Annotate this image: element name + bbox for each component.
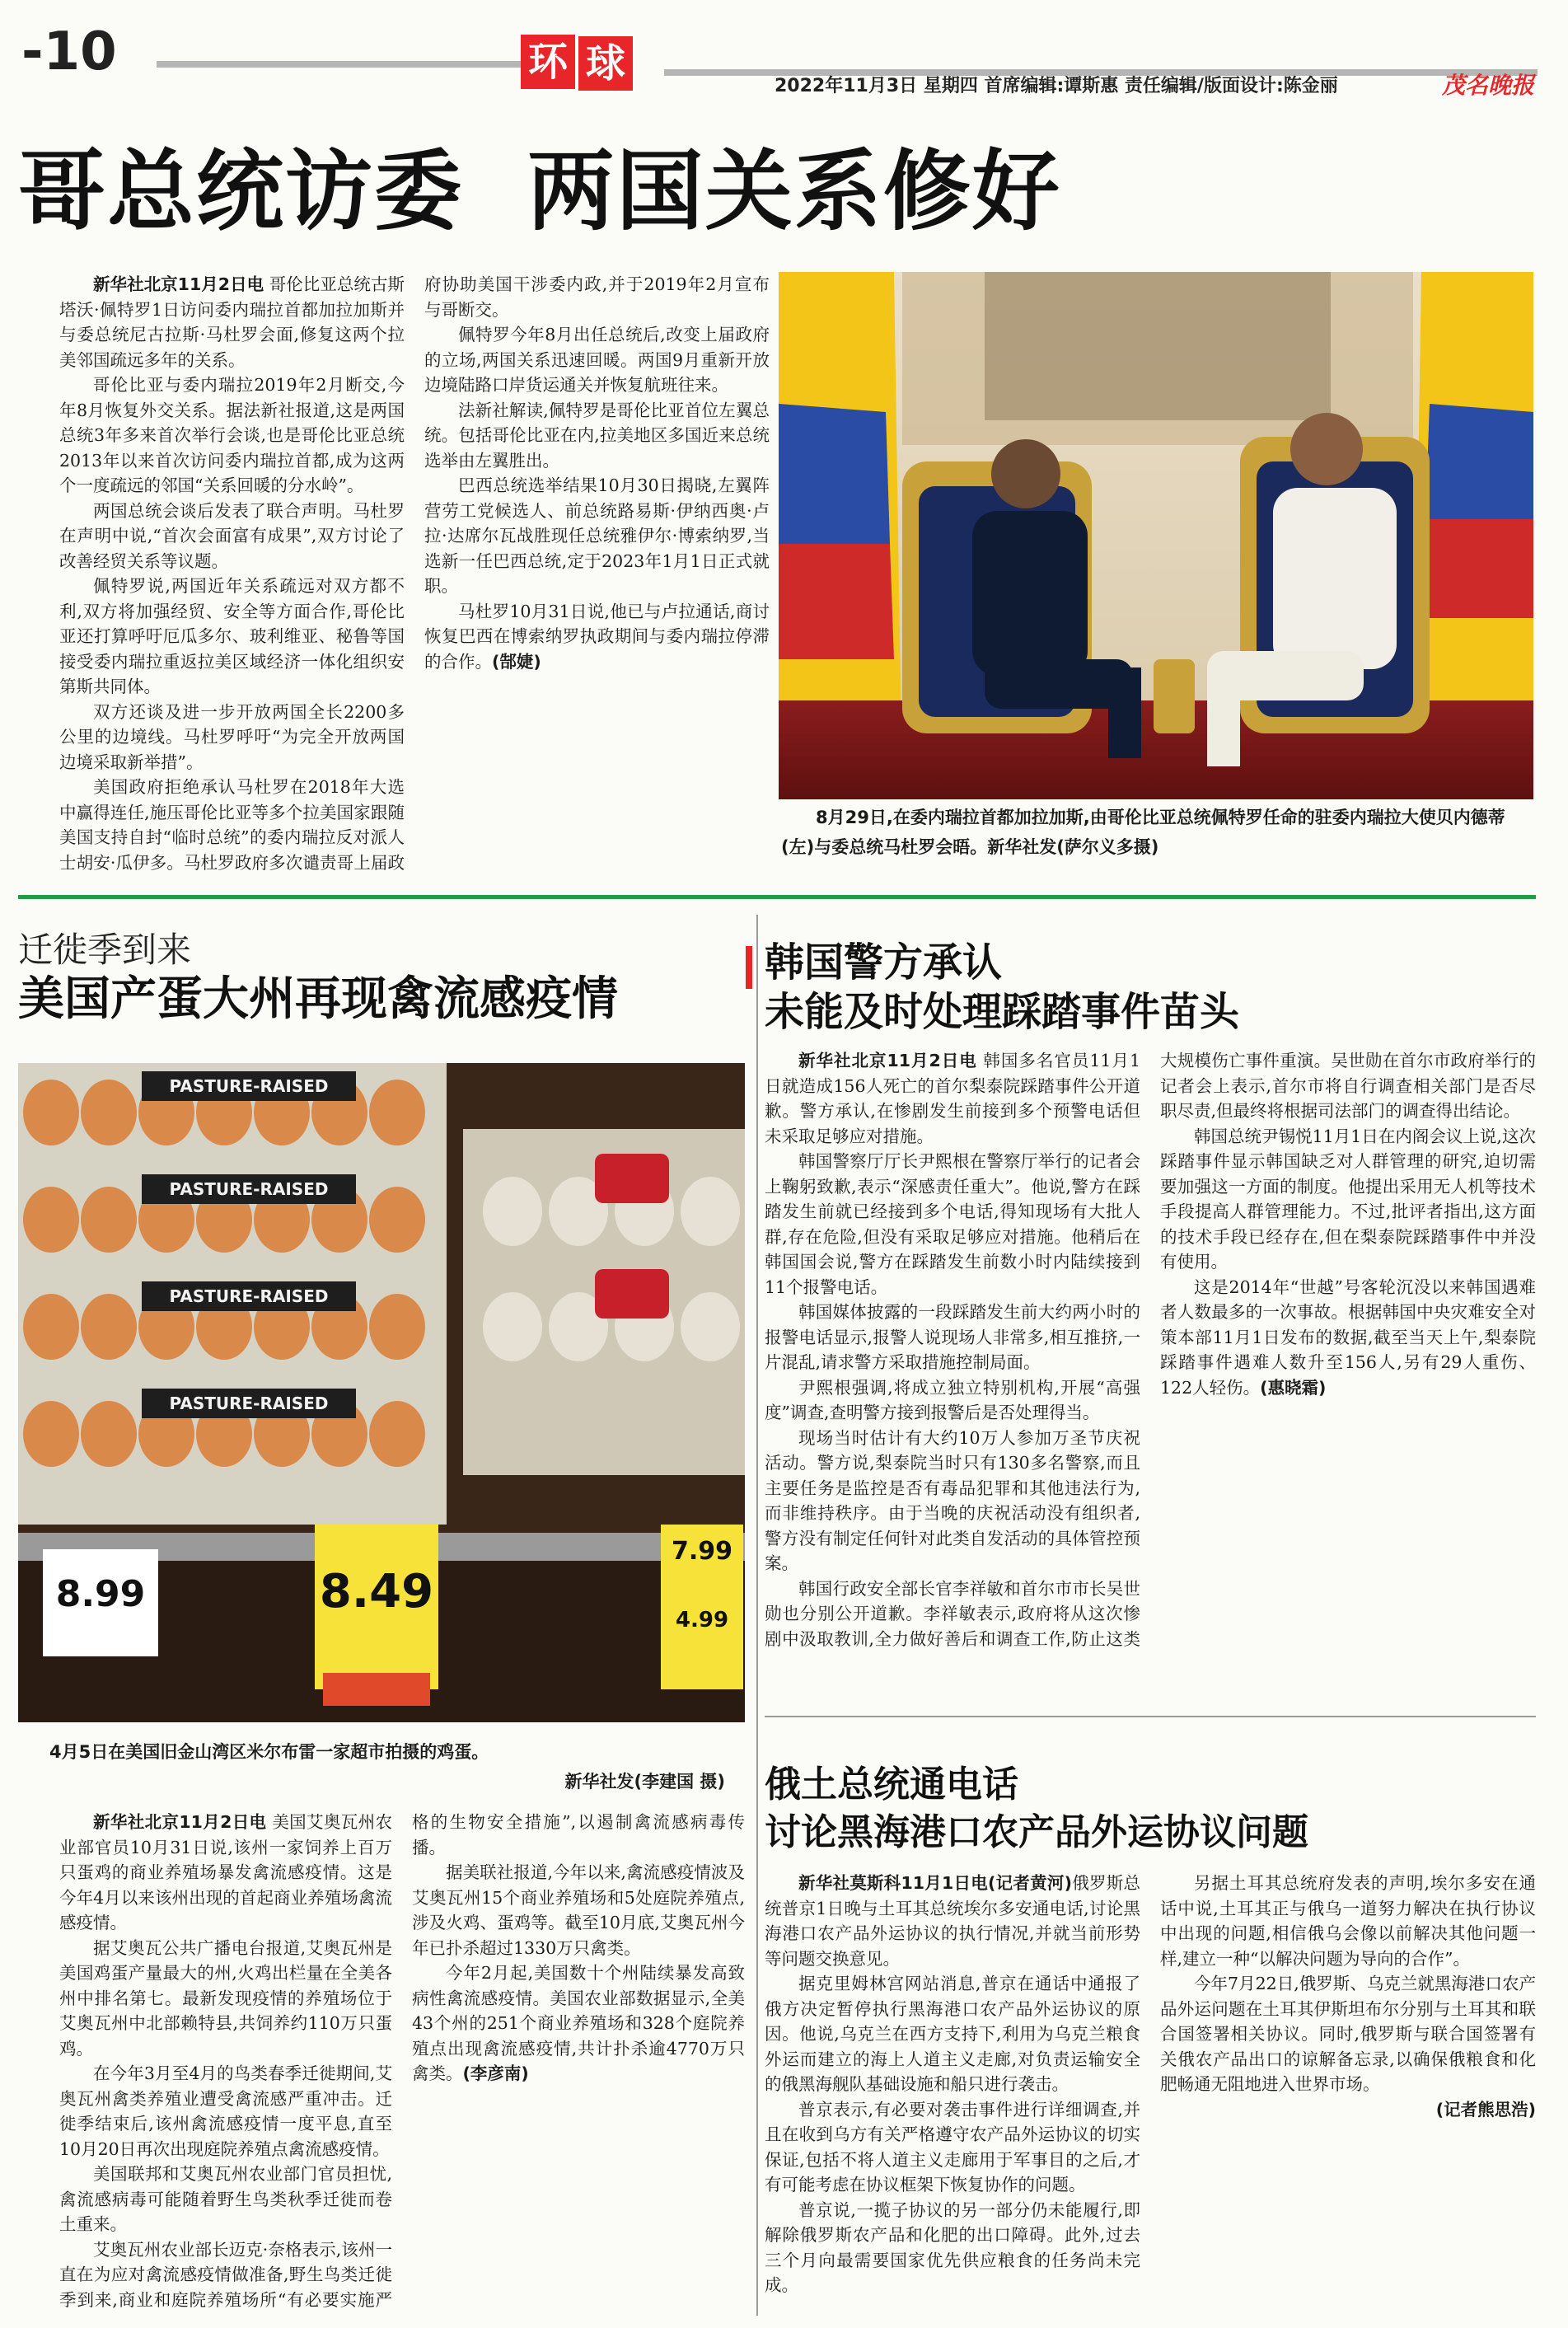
section-tag (521, 35, 644, 94)
story2-photo-credit: 新华社发(李建国 摄) (564, 1772, 725, 1792)
story3-para: 尹熙根强调,将成立独立特别机构,开展“高强度”调查,查明警方接到报警后是否处理得当。 (765, 1377, 1140, 1422)
story3-headline-2: 未能及时处理踩踏事件苗头 (765, 989, 1240, 1035)
story2-para: 据美联社报道,今年以来,禽流感疫情波及艾奥瓦州15个商业养殖场和5处庭院养殖点,涉及火鸡、蛋鸡等。截至10月底,艾奥瓦州今年已扑杀超过1330万只禽类。 (412, 1862, 745, 1958)
story4-para: 普京表示,有必要对袭击事件进行详细调查,并且在收到乌方有关严格遵守农产品外运协议的切实保证,包括不将人道主义走廊用于军事目的之后,才有可能考虑在协议框架下恢复协作的问题。 (765, 2099, 1140, 2195)
story2-headline: 美国产蛋大州再现禽流感疫情 (18, 972, 618, 1026)
story2-para: 美国联邦和艾奥瓦州农业部门官员担忧,禽流感病毒可能随着野生鸟类秋季迁徙而卷土重来。 (59, 2164, 392, 2234)
story1-para: 两国总统会谈后发表了联合声明。马杜罗在声明中说,“首次会面富有成果”,双方讨论了改善经贸关系等议题。 (59, 500, 405, 571)
story3-para: 韩国行政安全部长官李祥敏和首尔市市长吴世勋也分别公开道歉。李祥敏表示,政府将从这次惨剧中汲取教训,全力做好善后和调查工作,防止这类大规模伤亡事件重演。吴世勋在首尔市政府举行的记者会上表示,首尔市将自行调查相关部门是否尽职尽责,但最终将根据司法部门的调查得出结论。 (765, 1051, 1536, 1649)
story4-para: 今年7月22日,俄罗斯、乌克兰就黑海港口农产品外运问题在土耳其伊斯坦布尔分别与土耳其和联合国签署相关协议。同时,俄罗斯与联合国签署有关俄农产品出口的谅解备忘录,以确保俄粮食和化肥畅通无阻地进入世界市场。 (1160, 1974, 1536, 2094)
section-tag-char-2: 球 (578, 36, 633, 91)
price-tag: 7.99 (671, 1537, 733, 1566)
eggs-photo-illustration (18, 1063, 745, 1722)
price-tag: 4.99 (675, 1608, 729, 1632)
story2-para: 据艾奥瓦公共广播电台报道,艾奥瓦州是美国鸡蛋产量最大的州,火鸡出栏量在全美各州中排名第七。最新发现疫情的养殖场位于艾奥瓦州中北部赖特县,共饲养约110万只蛋鸡。 (59, 1937, 392, 2059)
story2-lead: 新华社北京11月2日电 (93, 1812, 267, 1832)
story2-photo-caption: 4月5日在美国旧金山湾区米尔布雷一家超市拍摄的鸡蛋。 (49, 1742, 489, 1762)
story4-byline: (记者熊思浩) (1435, 2099, 1536, 2120)
story3-para: 这是2014年“世越”号客轮沉没以来韩国遇难者人数最多的一次事故。根据韩国中央灾难安全对策本部11月1日发布的数据,截至当天上午,梨泰院踩踏事件遇难人数升至156人,另有29人重伤、122人轻伤。 (1160, 1276, 1536, 1398)
section-tag-char-1: 环 (521, 35, 575, 89)
masthead-gray-bar (157, 61, 544, 68)
story1-para: 哥伦比亚总统古斯塔沃·佩特罗1日访问委内瑞拉首都加拉加斯并与委总统尼古拉斯·马杜罗会面,修复这两个拉美邻国疏远多年的关系。 (59, 274, 405, 370)
carton-label: PASTURE-RAISED (169, 1179, 329, 1199)
story2-byline: (李彦南) (462, 2063, 529, 2083)
story2-para: 美国艾奥瓦州农业部官员10月31日说,该州一家饲养上百万只蛋鸡的商业养殖场暴发禽流感疫情。这是今年4月以来该州出现的首起商业养殖场禽流感疫情。 (59, 1812, 392, 1932)
story1-lead: 新华社北京11月2日电 (93, 274, 264, 294)
story3-para: 韩国多名官员11月1日就造成156人死亡的首尔梨泰院踩踏事件公开道歉。警方承认,在惨剧发生前接到多个预警电话但未采取足够应对措施。 (765, 1051, 1140, 1146)
story4-headline-2: 讨论黑海港口农产品外运协议问题 (765, 1811, 1308, 1853)
story4-para: 据克里姆林宫网站消息,普京在通话中通报了俄方决定暂停执行黑海港口农产品外运协议的原因。他说,乌克兰在西方支持下,利用为乌克兰粮食外运而建立的海上人道主义走廊,对负责运输安全的俄黑海舰队基础设施和船只进行袭击。 (765, 1974, 1140, 2094)
price-tag: 8.49 (319, 1565, 434, 1618)
page-number: -10 (21, 21, 117, 82)
story1-photo-caption: 8月29日,在委内瑞拉首都加拉加斯,由哥伦比亚总统佩特罗任命的驻委内瑞拉大使贝内德蒂(左)与委总统马杜罗会晤。新华社发(萨尔义多摄) (781, 808, 1505, 857)
story1-para: 佩特罗今年8月出任总统后,改变上届政府的立场,两国关系迅速回暖。两国9月重新开放边境陆路口岸货运通关并恢复航班往来。 (424, 325, 770, 395)
story4-lead: 新华社莫斯科11月1日电(记者黄河) (798, 1873, 1073, 1893)
dateline: 2022年11月3日 星期四 首席编辑:谭斯惠 责任编辑/版面设计:陈金丽 (775, 76, 1338, 96)
story1-byline: (郜婕) (492, 651, 541, 672)
story3-para: 韩国总统尹锡悦11月1日在内阁会议上说,这次踩踏事件显示韩国缺乏对人群管理的研究,迫切需要加强这一方面的制度。他提出采用无人机等技术手段提高人群管理能力。不过,批评者指出,这方面的技术手段已经存在,但在梨泰院踩踏事件中并没有使用。 (1160, 1126, 1536, 1272)
story3-para: 现场当时估计有大约10万人参加万圣节庆祝活动。警方说,梨泰院当时只有130多名警察,而且主要任务是监控是否有毒品犯罪和其他违法行为,而非维持秩序。由于当晚的庆祝活动没有组织者,警方没有制定任何针对此类自发活动的具体管控预案。 (765, 1427, 1140, 1573)
story1-photo (779, 272, 1533, 799)
story4-para: 俄罗斯总统普京1日晚与土耳其总统埃尔多安通电话,讨论黑海港口农产品外运协议的执行情况,并就当前形势等问题交换意见。 (765, 1873, 1141, 1969)
story3-lead: 新华社北京11月2日电 (798, 1051, 977, 1070)
story2-para: 今年2月起,美国数十个州陆续暴发高致病性禽流感疫情。美国农业部数据显示,全美43个州的251个商业养殖场和328个庭院养殖点出现禽流感疫情,共计扑杀逾4770万只禽类。 (412, 1963, 745, 2083)
story1-para: 美国政府拒绝承认马杜罗在2018年大选中赢得连任,施压哥伦比亚等多个拉美国家跟随美国支持自封“临时总统”的委内瑞拉反对派人士胡安·瓜伊多。马杜罗政府多次谴责哥上届政府协助美国干涉委内政,并于2019年2月宣布与哥断交。 (59, 274, 770, 873)
story1-body (59, 272, 770, 878)
story4-para: 普京说,一揽子协议的另一部分仍未能履行,即解除俄罗斯农产品和化肥的出口障碍。此外,过去三个月向最需要国家优先供应粮食的任务尚未完成。 (765, 2199, 1140, 2295)
story4-para: 另据土耳其总统府发表的声明,埃尔多安在通话中说,土耳其正与俄乌一道努力解决在执行协议中出现的问题,相信俄乌会像以前解决其他问题一样,建立一种“以解决问题为导向的合作”。 (1160, 1873, 1536, 1969)
story1-para: 佩特罗说,两国近年关系疏远对双方都不利,双方将加强经贸、安全等方面合作,哥伦比亚还打算呼吁厄瓜多尔、玻利维亚、秘鲁等国接受委内瑞拉重返拉美区域经济一体化组织安第斯共同体。 (59, 576, 405, 696)
story1-para: 巴西总统选举结果10月30日揭晓,左翼阵营劳工党候选人、前总统路易斯·伊纳西奥·卢拉·达席尔瓦战胜现任总统雅伊尔·博索纳罗,当选新一任巴西总统,定于2023年1月1日正式就职。 (424, 475, 770, 596)
story3-headline-marker (746, 946, 752, 989)
story2-para: 艾奥瓦州农业部长迈克·奈格表示,该州一直在为应对禽流感疫情做准备,野生鸟类迁徙季到来,商业和庭院养殖场所“有必要实施严格的生物安全措施”,以遏制禽流感病毒传播。 (59, 1812, 745, 2310)
section-divider (18, 895, 1536, 899)
story1-headline: 哥总统访委 两国关系修好 (18, 141, 1061, 242)
meeting-photo-illustration (779, 272, 1533, 799)
story3-para: 韩国媒体披露的一段踩踏发生前大约两小时的报警电话显示,报警人说现场人非常多,相互推挤,一片混乱,请求警方采取措施控制局面。 (765, 1302, 1140, 1372)
story-divider (765, 1716, 1536, 1717)
story1-para: 双方还谈及进一步开放两国全长2200多公里的边境线。马杜罗呼吁“为完全开放两国边境采取新举措”。 (59, 701, 405, 772)
story3-para: 韩国警察厅厅长尹熙根在警察厅举行的记者会上鞠躬致歉,表示“深感责任重大”。他说,警方在踩踏发生前就已经接到多个电话,得知现场有大批人群,存在危险,但没有采取足够应对措施。他稍后在韩国国会说,警方在踩踏发生前数小时内陆续接到11个报警电话。 (765, 1151, 1140, 1297)
carton-label: PASTURE-RAISED (169, 1076, 329, 1096)
column-divider (756, 915, 758, 2316)
story1-para: 马杜罗10月31日说,他已与卢拉通话,商讨恢复巴西在博索纳罗执政期间与委内瑞拉停滞的合作。 (424, 601, 770, 672)
story1-para: 哥伦比亚与委内瑞拉2019年2月断交,今年8月恢复外交关系。据法新社报道,这是两国总统3年多来首次举行会谈,也是哥伦比亚总统2013年以来首次访问委内瑞拉首都,成为这两个一度疏远的邻国“关系回暖的分水岭”。 (59, 375, 405, 495)
story3-byline: (惠晓霜) (1260, 1377, 1327, 1398)
story3-headline-1: 韩国警方承认 (765, 939, 1003, 986)
story2-body (59, 1810, 745, 2312)
story4-body (765, 1871, 1536, 2316)
story2-para: 在今年3月至4月的鸟类春季迁徙期间,艾奥瓦州禽类养殖业遭受禽流感严重冲击。迁徙季结束后,该州禽流感疫情一度平息,直至10月20日再次出现庭院养殖点禽流感疫情。 (59, 2063, 392, 2159)
carton-label: PASTURE-RAISED (169, 1286, 329, 1306)
story1-para: 法新社解读,佩特罗是哥伦比亚首位左翼总统。包括哥伦比亚在内,拉美地区多国近来总统选举由左翼胜出。 (424, 400, 770, 471)
story2-kicker: 迁徙季到来 (18, 930, 192, 970)
carton-label: PASTURE-RAISED (169, 1394, 329, 1413)
price-tag: 8.99 (55, 1573, 146, 1615)
story3-body (765, 1048, 1536, 1675)
story4-headline-1: 俄土总统通电话 (765, 1764, 1018, 1806)
newspaper-logo: 茂名晚报 (1441, 72, 1534, 99)
story2-photo (18, 1063, 745, 1722)
